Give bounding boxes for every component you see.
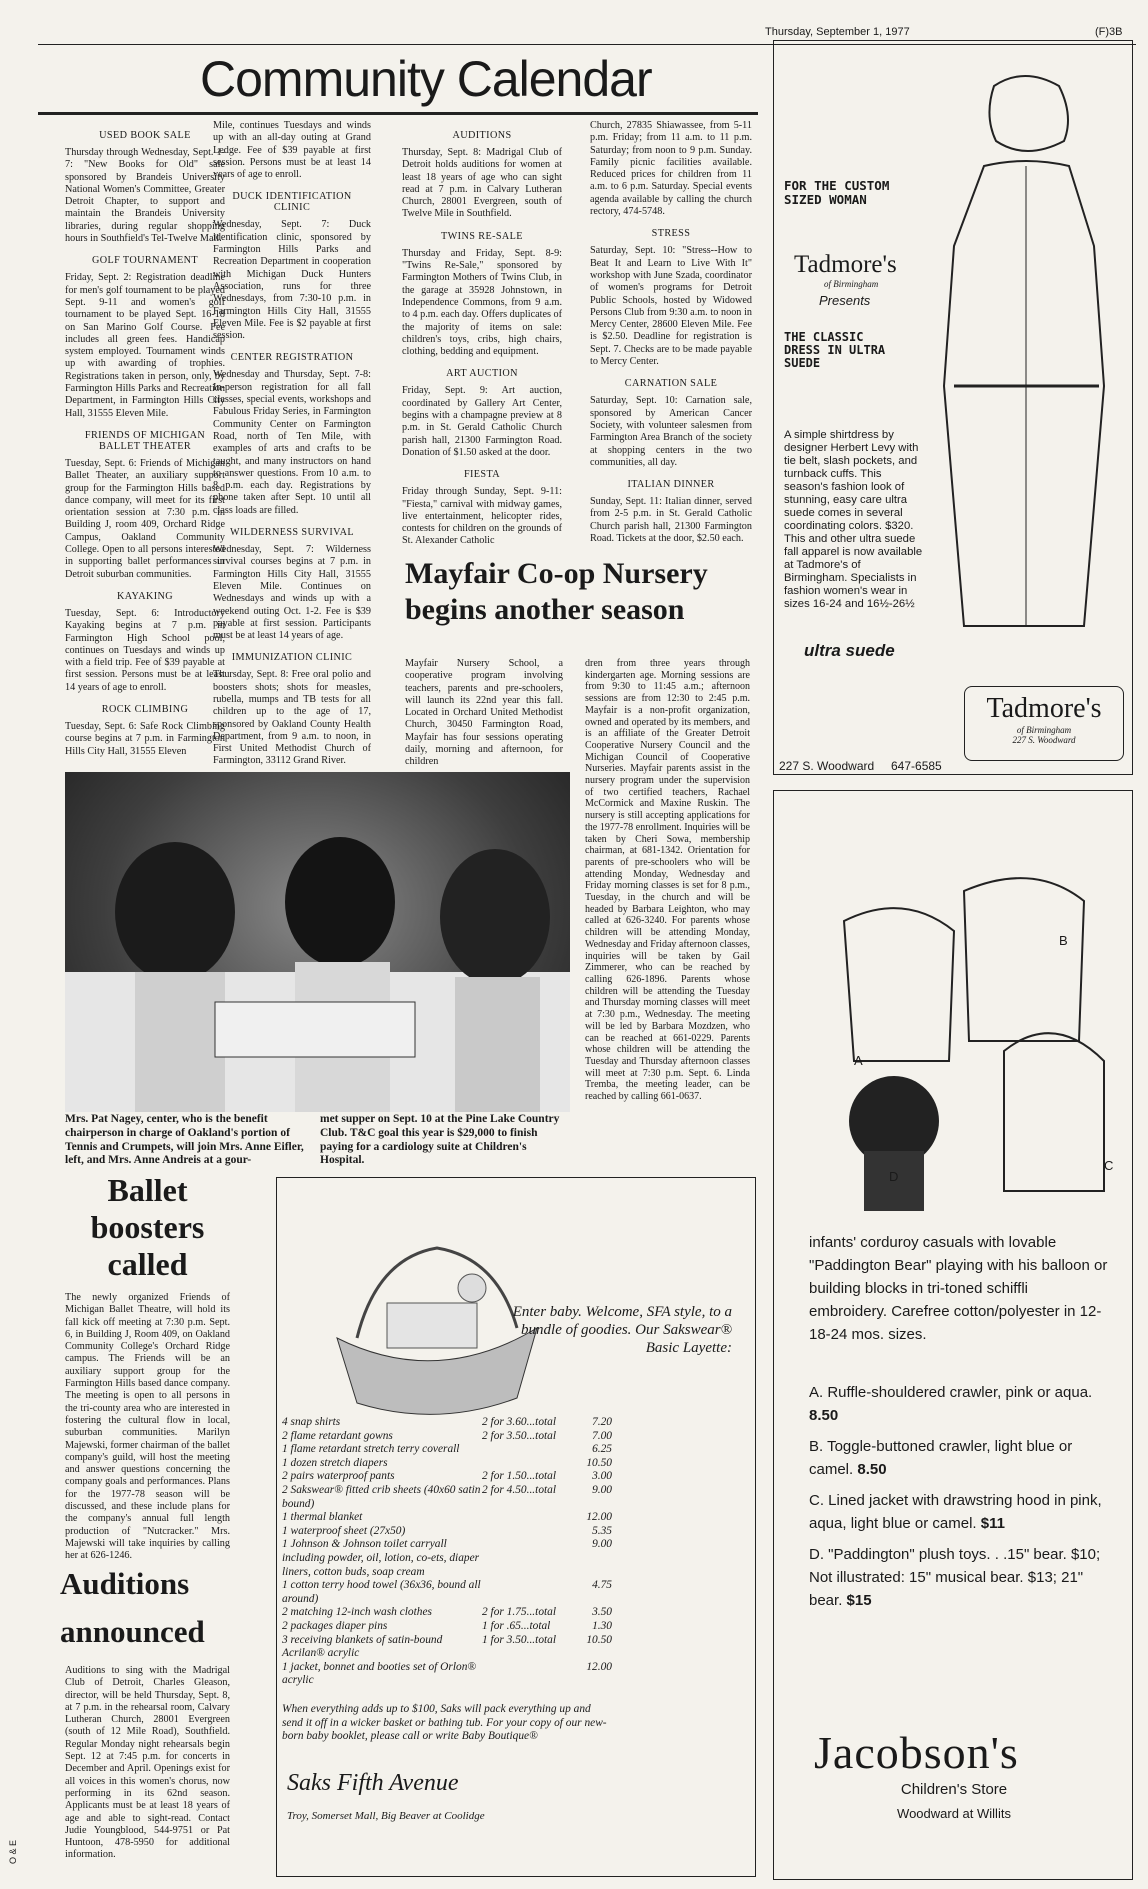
calendar-entry: Tuesday, Sept. 6: Safe Rock Climbing course begins at 7 p.m. in Farmington Hills City Hall, 31555 Eleven: [65, 720, 225, 757]
saks-item-detail: 2 for 3.60...total: [482, 1416, 557, 1428]
ballet-headline: Ballet boosters called: [90, 1172, 205, 1282]
saks-item-price: 10.50: [586, 1456, 612, 1469]
tadmore-kicker: FOR THE CUSTOM SIZED WOMAN: [784, 178, 890, 207]
jacobson-item: [809, 1435, 1109, 1481]
saks-ad: [276, 1177, 756, 1877]
tadmore-logo-sub: of Birmingham: [1016, 725, 1072, 735]
saks-item-row: [282, 1606, 612, 1620]
saks-item-detail: [482, 1538, 577, 1579]
jacobson-brand: Jacobson's: [814, 1727, 1019, 1778]
saks-item-price: 12.00: [586, 1511, 612, 1524]
calendar-entry: Saturday, Sept. 10: Carnation sale, sponsored by American Cancer Society, with volunteer salesmen from Farmington Area Branch of the society at shopping centers in the two communities, all day.: [590, 395, 752, 468]
label-c: C: [1104, 1158, 1114, 1173]
saks-item-name: 2 flame retardant gowns: [282, 1429, 393, 1442]
calendar-heading: FIESTA: [463, 469, 501, 481]
dress-illustration: [924, 66, 1129, 666]
calendar-heading: CENTER REGISTRATION: [230, 352, 354, 364]
saks-item-name: 1 thermal blanket: [282, 1511, 363, 1524]
tennis-photo: [65, 772, 570, 1112]
calendar-heading: IMMUNIZATION CLINIC: [231, 652, 353, 664]
calendar-heading: ROCK CLIMBING: [101, 703, 189, 715]
saks-item-row: [282, 1457, 612, 1471]
saks-item-price: 1.30: [592, 1619, 612, 1632]
calendar-entry: Wednesday and Thursday, Sept. 7-8: In-person registration for all fall classes, special events, workshops and Fabulous Friday Series, in Farmington Community Center on Farmington Road, north of Ten Mile, with examples of arts and crafts to be taught, and many instructors on hand to answer questions. From 10 a.m. to 8 p.m. each day. Registrations by phone taken after Sept. 10 until all class loads are filled.: [213, 369, 371, 516]
jacobson-sub: Children's Store: [900, 1781, 1008, 1798]
jacobson-item-list: [809, 1381, 1109, 1620]
tadmore-logo-brand: Tadmore's: [986, 693, 1102, 724]
tadmore-ad: [773, 40, 1133, 775]
infant-clothing-illustration: [784, 821, 1124, 1221]
saks-item-detail: 1 for 3.50...total: [482, 1633, 557, 1646]
tadmore-subhead: THE CLASSIC DRESS IN ULTRA SUEDE: [784, 330, 886, 370]
saks-item-row: [282, 1538, 612, 1579]
calendar-entry: Thursday, Sept. 8: Free oral polio and boosters shots; shots for measles, rubella, mumps and TB tests for all children up to the age of 17, sponsored by Oakland County Health Department, from 9 a.m. to noon, in First United Methodist Church of Farmington, 33112 Grand River.: [213, 669, 371, 767]
calendar-entry: Sunday, Sept. 11: Italian dinner, served from 2-5 p.m. in St. Gerald Catholic Church parish hall, 21300 Farmington Road. Tickets at the door, $2.50 each.: [590, 496, 752, 545]
saks-item-detail: [482, 1443, 577, 1457]
mayfair-body-left: Mayfair Nursery School, a cooperative program involving teachers, parents and pre-schoolers, will launch its 22nd year this fall. Located in Orchard United Methodist Church, 30450 Farmington Road, Mayfair has four sessions operating daily, morning and afternoon, for children: [405, 658, 563, 768]
saks-item-name: 3 receiving blankets of satin-bound Acrilan® acrylic: [282, 1633, 443, 1660]
saks-item-price: 3.50: [592, 1606, 612, 1619]
saks-logo: Saks Fifth Avenue: [287, 1770, 459, 1796]
calendar-entry: Thursday through Wednesday, Sept. 1-7: "New Books for Old" sale sponsored by Brandeis University National Women's Committee, Greater Detroit Chapter, to support and maintain the Brandeis University libraries, during regular shopping hours in Southfield's Tel-Twelve Mall.: [65, 147, 225, 245]
jacobson-item: [809, 1489, 1109, 1535]
saks-item-price: 9.00: [592, 1483, 612, 1496]
saks-item-row: [282, 1511, 612, 1525]
tadmore-address: 227 S. Woodward: [779, 759, 875, 773]
calendar-col-2: [213, 120, 371, 768]
saks-item-price: 4.75: [592, 1579, 612, 1592]
calendar-heading: ART AUCTION: [446, 368, 518, 380]
label-b: B: [1059, 933, 1068, 948]
tadmore-brand-sub: of Birmingham: [824, 279, 879, 289]
calendar-entry: Friday through Sunday, Sept. 9-11: "Fiesta," carnival with midway games, live entertainment, helicopter rides, contests for children on the grounds of St. Alexander Catholic: [402, 486, 562, 547]
calendar-heading: USED BOOK SALE: [99, 130, 191, 141]
saks-item-name: 1 flame retardant stretch terry coverall: [282, 1443, 460, 1456]
label-d: D: [889, 1169, 899, 1184]
tadmore-logo-address: 227 S. Woodward: [1012, 735, 1076, 745]
calendar-heading: ITALIAN DINNER: [627, 479, 715, 491]
calendar-heading: KAYAKING: [116, 590, 174, 602]
tadmore-presents: Presents: [819, 293, 871, 308]
saks-item-row: [282, 1634, 612, 1661]
calendar-entry: Mile, continues Tuesdays and winds up with an all-day outing at Grand Ledge. Fee of $39 payable at first session. Persons must be at least 14 years of age to enroll.: [213, 120, 371, 181]
saks-item-row: [282, 1525, 612, 1539]
calendar-heading: TWINS RE-SALE: [441, 230, 523, 242]
saks-item-name: 2 packages diaper pins: [282, 1619, 388, 1632]
jacobson-item-text: B. Toggle-buttoned crawler, light blue or camel.: [809, 1438, 1073, 1478]
saks-item-detail: [482, 1457, 577, 1471]
calendar-heading: STRESS: [651, 228, 691, 240]
jacobson-item: [809, 1381, 1109, 1427]
jacobson-item-price: 8.50: [857, 1461, 887, 1478]
dateline: Thursday, September 1, 1977: [765, 26, 910, 38]
photo-caption-left: Mrs. Pat Nagey, center, who is the benefit chairperson in charge of Oakland's portion of Tennis and Crumpets, will join Mrs. Anne Eifler, left, and Mrs. Anne Andreis at a gour-: [65, 1113, 304, 1167]
calendar-entry: Friday, Sept. 2: Registration deadline for men's golf tournament to be played Sept. 9-11 and women's golf tournament to be played Sept. 16-18 on San Marino Golf Course. Fee includes all green fees. Handicap system employed. Tournament winds up with awarding of trophies. Registrations taken in person, only, by Farmington Hills Parks and Recreation Department, in Farmington Hills City Hall, 31555 Eleven Mile.: [65, 272, 225, 419]
saks-item-name: 1 cotton terry hood towel (36x36, bound all around): [282, 1579, 481, 1605]
tadmore-body: A simple shirtdress by designer Herbert Levy with tie belt, slash pockets, and turnback cuffs. This season's fashion look of stunning, easy care ultra suede comes in several coordinating colors. $320. This and other ultra suede fall apparel is now available at Tadmore's of Birmingham. Specialists in fashion women's wear in sizes 16-24 and 16½-26½: [784, 429, 923, 610]
calendar-entry: Friday, Sept. 9: Art auction, coordinated by Gallery Art Center, begins with a champagne preview at 8 p.m. in St. Gerald Catholic Church parish hall, 21300 Farmington Road. Donation of $1.50 asked at the door.: [402, 385, 562, 458]
saks-item-row: [282, 1470, 612, 1484]
saks-item-price: 6.25: [592, 1443, 612, 1456]
calendar-col-4: [590, 120, 752, 545]
jacobson-item-text: D. "Paddington" plush toys. . .15" bear. $10; Not illustrated: 15" musical bear. $13; 21" bear.: [809, 1546, 1101, 1609]
tadmore-logo-box: [964, 686, 1124, 761]
saks-item-name: 1 waterproof sheet (27x50): [282, 1524, 406, 1537]
saks-item-price: 9.00: [592, 1538, 612, 1551]
saks-item-price: 3.00: [592, 1470, 612, 1483]
calendar-heading: FRIENDS OF MICHIGAN BALLET THEATER: [84, 429, 206, 452]
saks-item-name: 4 snap shirts: [282, 1416, 341, 1428]
ultra-suede-logo: ultra suede: [804, 641, 895, 660]
saks-item-row: [282, 1484, 612, 1511]
saks-item-row: [282, 1661, 612, 1688]
saks-item-detail: [482, 1525, 577, 1539]
jacobson-address: Woodward at Willits: [897, 1806, 1011, 1821]
saks-item-detail: 2 for 4.50...total: [482, 1483, 557, 1496]
saks-item-price: 7.20: [592, 1416, 612, 1428]
auditions-headline: Auditions announced: [60, 1566, 205, 1649]
label-a: A: [854, 1053, 863, 1068]
saks-item-name: 1 dozen stretch diapers: [282, 1456, 388, 1469]
mayfair-headline: Mayfair Co-op Nursery begins another season: [405, 557, 708, 626]
calendar-entry: Wednesday, Sept. 7: Wilderness survival courses begins at 7 p.m. in Farmington Hills City Hall, 31555 Eleven Mile. Continues on Wednesdays and winds up with a weekend outing Oct. 1-2. Fee is $39 payable at first session. Participants must be at least 14 years of age.: [213, 544, 371, 642]
saks-item-row: [282, 1579, 612, 1606]
jacobson-item: [809, 1543, 1109, 1612]
jacobson-ad: [773, 790, 1133, 1880]
saks-item-detail: 2 for 3.50...total: [482, 1429, 557, 1442]
saks-item-price: 7.00: [592, 1429, 612, 1442]
saks-item-price: 5.35: [592, 1524, 612, 1537]
saks-item-detail: [482, 1661, 577, 1688]
jacobson-item-price: $11: [980, 1515, 1005, 1532]
calendar-entry: Tuesday, Sept. 6: Friends of Michigan Ballet Theater, an auxiliary support group for the Farmington Hills based dance company, will meet for its first orientation session at 7:30 p.m. in Building J, room 409, Orchard Ridge Campus, Oakland Community College. Open to all persons interested in supporting ballet performances in Detroit suburban communities.: [65, 457, 225, 580]
saks-item-name: 1 Johnson & Johnson toilet carryall including powder, oil, lotion, co-ets, diaper liners, cotton buds, soap cream: [282, 1538, 480, 1578]
calendar-entry: Wednesday, Sept. 7: Duck identification clinic, sponsored by Farmington Hills Parks and Recreation Department in cooperation with Michigan Duck Hunters Association, runs for three Wednesdays, from 7:30-10 p.m. in Farmington Hills City Hall, 31555 Eleven Mile. Fee is $2 payable at first session.: [213, 219, 371, 342]
saks-item-row: [282, 1620, 612, 1634]
calendar-entry: Church, 27835 Shiawassee, from 5-11 p.m. Friday; from 11 a.m. to 11 p.m. Saturday; from noon to 9 p.m. Sunday. Family picnic facilities available. Reduced prices for children from 11 a.m. to 6 p.m. Saturday. Special events agenda available by calling the church rectory, 474-5748.: [590, 120, 752, 218]
saks-footer: When everything adds up to $100, Saks will pack everything up and send it off in a wicker basket or bathing tub. For your copy of our new-born baby booklet, please call or write Baby Boutique®: [282, 1703, 607, 1743]
jacobson-item-price: $15: [846, 1592, 872, 1609]
jacobson-item-text: C. Lined jacket with drawstring hood in pink, aqua, light blue or camel.: [809, 1492, 1102, 1532]
photo-caption-right: met supper on Sept. 10 at the Pine Lake Country Club. T&C goal this year is $29,000 to finish paying for a cardiology suite at Children's Hospital.: [320, 1113, 560, 1167]
saks-item-name: 2 pairs waterproof pants: [282, 1470, 395, 1483]
calendar-entry: Tuesday, Sept. 6: Introductory Kayaking begins at 7 p.m. in Farmington High School pool, continues on Tuesdays and winds up with a field trip. Fee of $39 payable at first session. Persons must be at least 14 years of age to enroll.: [65, 607, 225, 693]
saks-tagline: Enter baby. Welcome, SFA style, to a bundle of goodies. Our Sakswear® Basic Layette:: [512, 1304, 732, 1356]
mayfair-body-right: dren from three years through kindergarten age. Morning sessions are from 9:30 to 11:45 a.m.; afternoon sessions are from 12:30 to 2:45 p.m. Mayfair is a non-profit organization, owned and operated by its members, and is an affiliate of the Greater Detroit Cooperative Nursery Council and the Michigan Council of Cooperative Nurseries. Mayfair parents assist in the nursery program under the supervision of two certified teachers, Rachael McCormick and Maxine Ruskin. The nursery is still accepting applications for the 1977-78 enrollment. Inquiries will be taken by Cheri Sowa, membership chairman, at 681-1342. Orientation for parents of pre-schoolers who will be attending Monday, Wednesday and Friday morning classes is set for 8 p.m., Tuesday, in the church and will be headed by Barbara Leighton, who may called at 626-3240. For parents whose children will be attending Monday, Wednesday and Friday afternoon classes, inquiries will be taken by Gail Zimmerer, who can be reached by calling 626-1896. Parents whose children will be attending the Tuesday and Thursday morning classes will meet at 7:30 p.m., Wednesday. The meeting will be led by Barbara Mozdzen, who can be reached at 661-0229. Parents whose children will be attending the Tuesday and Thursday afternoon classes will meet at 7:30 p.m. Sept. 6. Linda Tremba, the meeting leader, can be reached by calling 661-0637.: [585, 658, 750, 1103]
saks-item-detail: 1 for .65...total: [482, 1619, 551, 1632]
saks-item-name: 2 matching 12-inch wash clothes: [282, 1606, 432, 1619]
saks-item-row: [282, 1416, 612, 1430]
calendar-heading: CARNATION SALE: [624, 378, 718, 390]
tadmore-phone: 647-6585: [891, 759, 942, 773]
saks-item-detail: 2 for 1.50...total: [482, 1470, 557, 1483]
saks-address: Troy, Somerset Mall, Big Beaver at Coolidge: [287, 1810, 485, 1822]
saks-item-detail: [482, 1511, 577, 1525]
calendar-heading: AUDITIONS: [452, 130, 512, 141]
saks-item-row: [282, 1430, 612, 1444]
saks-item-list: [282, 1416, 612, 1688]
ballet-body: The newly organized Friends of Michigan Ballet Theatre, will hold its fall kick off meeting at 7:30 p.m. Sept. 6, in Building J, Room 409, on Oakland Community College's Orchard Ridge campus. The Friends will be an auxiliary support group for the Farmington Hills based dance company. The meeting is open to all persons in the tri-county area who are interested in fostering the cultural flow in local, suburban communities. Marilyn Majewski, former chairman of the ballet company's guild, will host the meeting and answer questions concerning the company goals and performances. Plans for the 1977-78 season will be discussed, and these include plans for the company's annual full length production of "Nutcracker." Mrs. Majewski will take inquiries by calling her at 626-1246.: [65, 1292, 230, 1562]
page-title: Community Calendar: [200, 51, 652, 107]
saks-item-price: 10.50: [586, 1633, 612, 1646]
calendar-col-1: [65, 120, 225, 758]
saks-item-detail: [482, 1579, 577, 1606]
saks-item-detail: 2 for 1.75...total: [482, 1606, 557, 1619]
margin-mark: O & E: [8, 1840, 18, 1865]
page-number: (F)3B: [1095, 26, 1123, 38]
jacobson-item-text: A. Ruffle-shouldered crawler, pink or aqua.: [809, 1384, 1093, 1401]
jacobson-item-price: 8.50: [809, 1407, 839, 1424]
calendar-heading: GOLF TOURNAMENT: [91, 255, 199, 267]
calendar-entry: Thursday, Sept. 8: Madrigal Club of Detroit holds auditions for women at least 18 years of age who can sight read at 7 p.m. in Calvary Lutheran Church, 28001 Evergreen, south of Twelve Mile in Southfield.: [402, 147, 562, 220]
calendar-entry: Thursday and Friday, Sept. 8-9: "Twins Re-Sale," sponsored by Farmington Mothers of Twins Club, in the garage at 35928 Johnstown, in Independence Commons, from 9 a.m. to 4 p.m. each day. Offers duplicates of the majority of items on sale: children's toys, cribs, high chairs, clothing, bedding and equipment.: [402, 247, 562, 358]
saks-item-price: 12.00: [586, 1660, 612, 1673]
calendar-heading: DUCK IDENTIFICATION CLINIC: [232, 191, 352, 214]
saks-item-name: 2 Sakswear® fitted crib sheets (40x60 satin bound): [282, 1483, 481, 1510]
calendar-entry: Saturday, Sept. 10: "Stress--How to Beat It and Learn to Live With It" workshop with June Szada, coordinator of women's programs for Detroit Public Schools, hosted by Widowed Persons Club from 9:30 a.m. to noon in Mercy Center, 28600 Eleven Mile. Fee is $2.50. Deadline for registration is Sept. 7. Checks are to be made payable to Mercy Center.: [590, 245, 752, 368]
auditions-body: Auditions to sing with the Madrigal Club of Detroit, Charles Gleason, director, will be held Thursday, Sept. 8, at 7 p.m. in the rehearsal room, Calvary Lutheran Church, 28001 Evergreen (south of 12 Mile Road), Southfield. Regular Monday night rehearsals begin Sept. 12 at 7:45 p.m. for concerts in December and April. Openings exist for all voices in this women's chorus, now performing in its 62nd season. Applicants must be at least 18 years of age and able to sight-read. Contact Judie Youngblood, 544-9751 or Pat Huntoon, 478-5950 for additional information.: [65, 1665, 230, 1861]
jacobson-headline: infants' corduroy casuals with lovable "Paddington Bear" playing with his balloon or building blocks in tri-toned schiffli embroidery. Carefree cotton/polyester in 12-18-24 mos. sizes.: [809, 1234, 1108, 1343]
saks-item-row: [282, 1443, 612, 1457]
calendar-heading: WILDERNESS SURVIVAL: [229, 527, 355, 539]
tadmore-brand: Tadmore's: [794, 251, 897, 278]
calendar-col-3: [402, 120, 562, 548]
saks-item-name: 1 jacket, bonnet and booties set of Orlon® acrylic: [282, 1660, 477, 1687]
